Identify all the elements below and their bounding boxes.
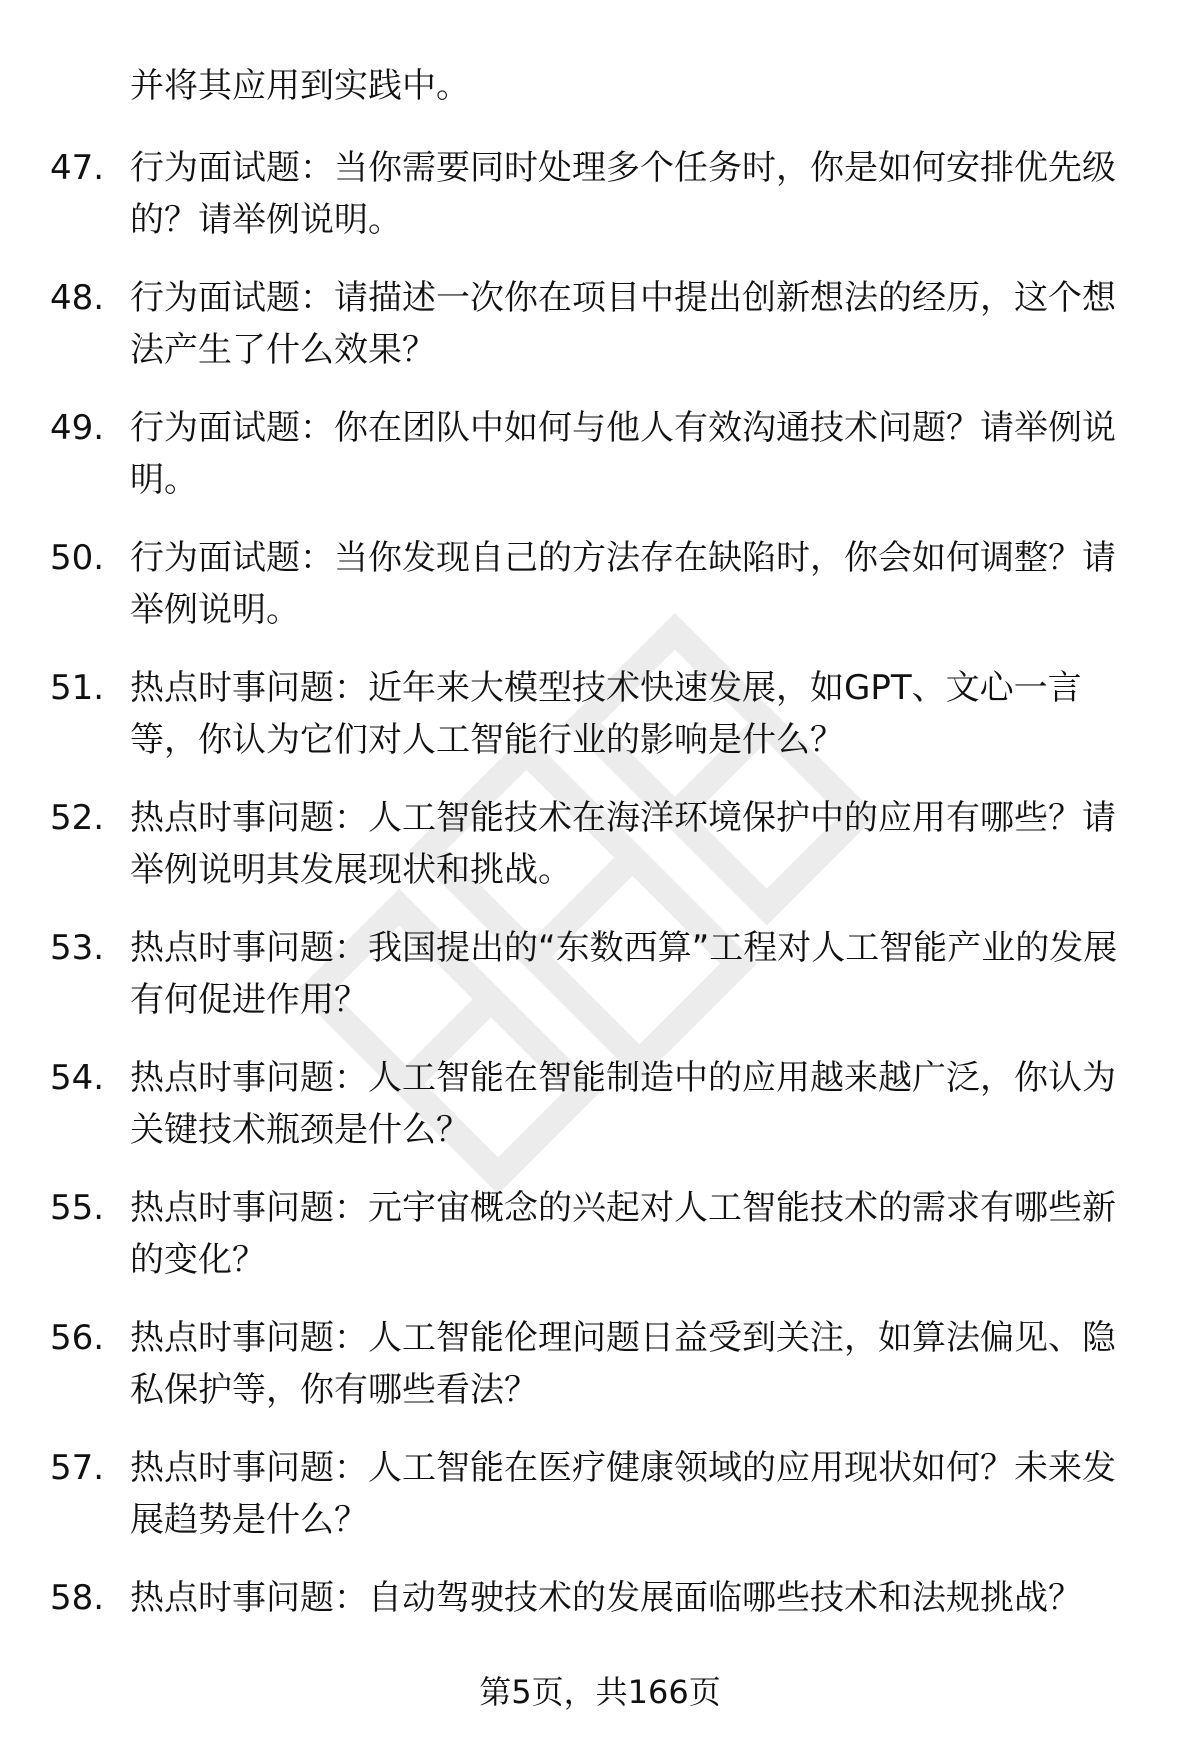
question-number: 53. [50,928,105,968]
question-text: 热点时事问题：元宇宙概念的兴起对人工智能技术的需求有哪些新的变化？ [130,1188,1116,1280]
question-number: 52. [50,798,105,838]
question-number: 57. [50,1448,105,1488]
list-item [50,792,1150,922]
list-item [50,1312,1150,1442]
question-text: 热点时事问题：人工智能在智能制造中的应用越来越广泛，你认为关键技术瓶颈是什么？ [130,1058,1116,1150]
list-item [50,272,1150,402]
question-number: 58. [50,1578,105,1618]
question-text: 行为面试题：当你发现自己的方法存在缺陷时，你会如何调整？请举例说明。 [130,538,1116,630]
question-number: 48. [50,278,105,318]
question-number: 55. [50,1188,105,1228]
question-number: 49. [50,408,105,448]
question-list [50,142,1150,1702]
list-item [50,1182,1150,1312]
list-item [50,662,1150,792]
list-item [50,402,1150,532]
question-text: 行为面试题：当你需要同时处理多个任务时，你是如何安排优先级的？请举例说明。 [130,148,1116,240]
page-footer: 第5页，共166页 [479,1673,721,1711]
question-text: 热点时事问题：人工智能伦理问题日益受到关注，如算法偏见、隐私保护等，你有哪些看法？ [130,1318,1116,1410]
list-item [50,142,1150,272]
list-item [50,922,1150,1052]
list-item [50,532,1150,662]
question-number: 54. [50,1058,105,1098]
question-number: 56. [50,1318,105,1358]
question-number: 47. [50,148,105,188]
question-number: 50. [50,538,105,578]
question-text: 行为面试题：请描述一次你在项目中提出创新想法的经历，这个想法产生了什么效果？ [130,278,1116,370]
question-text: 热点时事问题：自动驾驶技术的发展面临哪些技术和法规挑战？ [130,1578,1082,1618]
question-text: 热点时事问题：人工智能技术在海洋环境保护中的应用有哪些？请举例说明其发展现状和挑战。 [130,798,1116,890]
question-text: 热点时事问题：我国提出的“东数西算”工程对人工智能产业的发展有何促进作用？ [130,928,1118,1020]
list-item [50,1052,1150,1182]
question-text: 热点时事问题：近年来大模型技术快速发展，如GPT、文心一言等，你认为它们对人工智能行业的影响是什么？ [130,668,1082,760]
question-text: 行为面试题：你在团队中如何与他人有效沟通技术问题？请举例说明。 [130,408,1116,500]
list-item [50,1442,1150,1572]
question-text: 热点时事问题：人工智能在医疗健康领域的应用现状如何？未来发展趋势是什么？ [130,1448,1116,1540]
question-number: 51. [50,668,105,708]
continuation-text: 并将其应用到实践中。 [130,66,470,106]
